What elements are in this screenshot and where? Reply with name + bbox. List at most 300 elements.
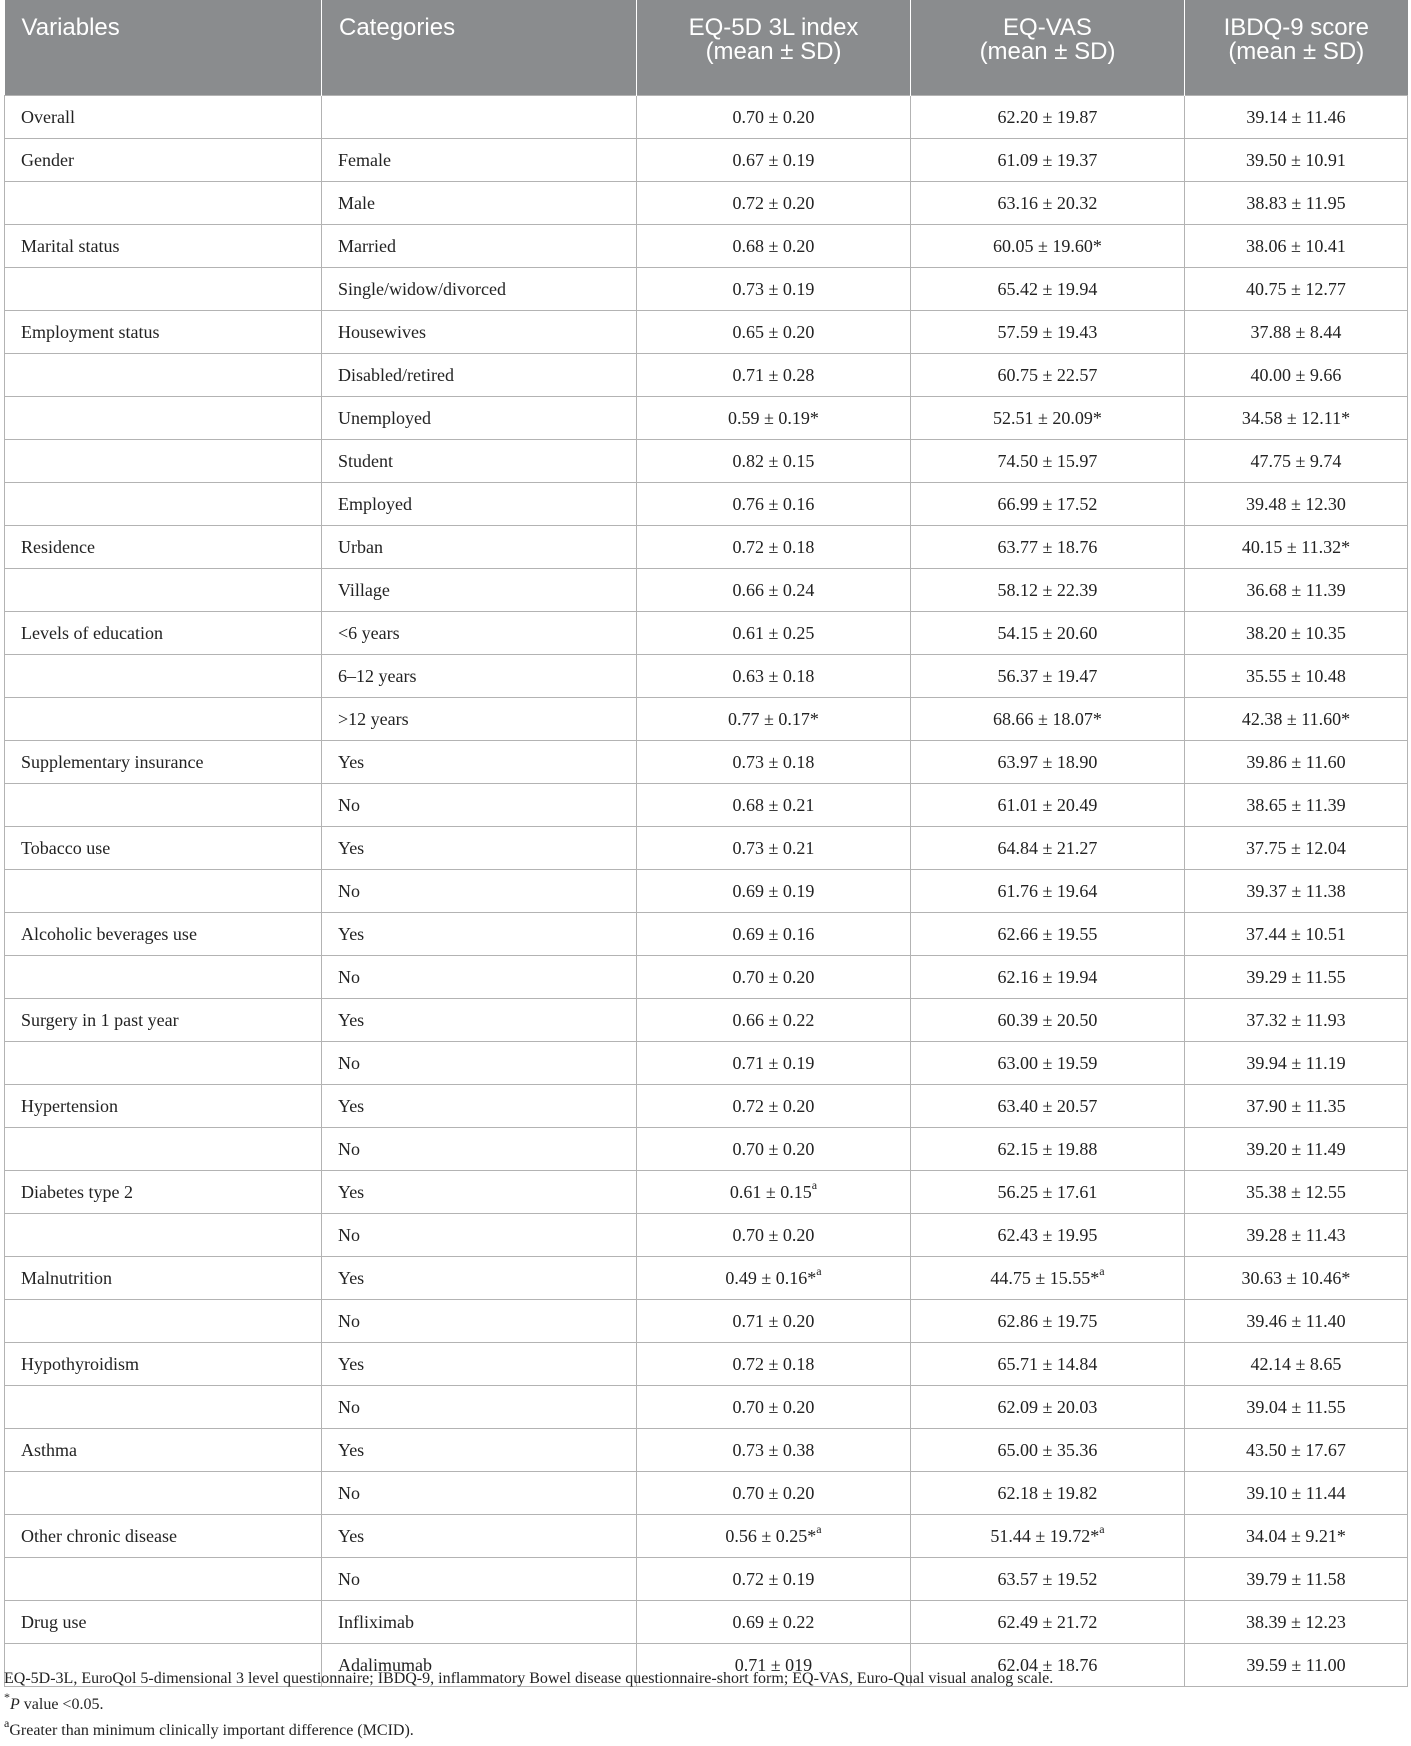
- cell-eq5d: [637, 1429, 911, 1472]
- cell-ibdq: [1185, 1429, 1408, 1472]
- cell-category-value: Yes: [338, 751, 365, 772]
- cell-eq5d: [637, 698, 911, 741]
- cell-ibdq-value: 39.59 ± 11.00: [1246, 1654, 1346, 1675]
- cell-category: [322, 354, 637, 397]
- cell-ibdq: [1185, 311, 1408, 354]
- cell-category: [322, 1386, 637, 1429]
- cell-category: [322, 1601, 637, 1644]
- cell-variable: [5, 655, 322, 698]
- cell-eq5d-sup: a: [811, 1177, 818, 1192]
- table-row: [5, 1128, 1408, 1171]
- header-eqvas: [911, 0, 1185, 96]
- cell-ibdq-value: 39.29 ± 11.55: [1246, 966, 1346, 987]
- cell-category-value: No: [338, 880, 360, 901]
- header-eq5d-line2: (mean ± SD): [705, 38, 842, 65]
- cell-eqvas-value: 62.66 ± 19.55: [997, 923, 1098, 944]
- cell-ibdq: [1185, 1128, 1408, 1171]
- cell-variable-value: Overall: [21, 106, 75, 127]
- cell-eqvas-value: 62.43 ± 19.95: [997, 1224, 1098, 1245]
- table-row: [5, 655, 1408, 698]
- cell-eq5d-value: 0.66 ± 0.24: [732, 579, 815, 600]
- table-row: [5, 1214, 1408, 1257]
- table-body: [5, 96, 1408, 1687]
- footnote-mcid-text: Greater than minimum clinically important difference (MCID).: [9, 1722, 414, 1739]
- cell-variable: [5, 870, 322, 913]
- cell-category: [322, 870, 637, 913]
- cell-ibdq-value: 38.20 ± 10.35: [1246, 622, 1346, 643]
- cell-variable: [5, 569, 322, 612]
- cell-category-value: No: [338, 794, 360, 815]
- table-row: [5, 397, 1408, 440]
- cell-eqvas: [911, 655, 1185, 698]
- cell-eqvas: [911, 999, 1185, 1042]
- cell-category-value: Urban: [338, 536, 383, 557]
- cell-eqvas: [911, 1601, 1185, 1644]
- cell-ibdq: [1185, 1386, 1408, 1429]
- cell-ibdq: [1185, 483, 1408, 526]
- cell-eq5d: [637, 182, 911, 225]
- cell-category: [322, 182, 637, 225]
- cell-eq5d-value: 0.65 ± 0.20: [732, 321, 815, 342]
- cell-ibdq: [1185, 1601, 1408, 1644]
- table-row: [5, 268, 1408, 311]
- cell-eq5d: [637, 1472, 911, 1515]
- cell-ibdq-value: 38.65 ± 11.39: [1246, 794, 1346, 815]
- cell-ibdq-value: 34.04 ± 9.21*: [1246, 1525, 1346, 1546]
- table-row: [5, 870, 1408, 913]
- cell-eq5d: [637, 913, 911, 956]
- table-row: [5, 1085, 1408, 1128]
- cell-eqvas: [911, 1085, 1185, 1128]
- cell-ibdq: [1185, 354, 1408, 397]
- cell-category-value: Yes: [338, 1095, 365, 1116]
- cell-category-value: Employed: [338, 493, 412, 514]
- cell-ibdq-value: 39.14 ± 11.46: [1246, 106, 1346, 127]
- cell-ibdq: [1185, 913, 1408, 956]
- cell-variable: [5, 999, 322, 1042]
- cell-category-value: Student: [338, 450, 394, 471]
- cell-eq5d-value: 0.72 ± 0.19: [732, 1568, 815, 1589]
- cell-variable-value: Hypothyroidism: [21, 1353, 140, 1374]
- table-row: [5, 741, 1408, 784]
- cell-eq5d-value: 0.72 ± 0.18: [732, 536, 815, 557]
- cell-variable: [5, 827, 322, 870]
- cell-ibdq-value: 39.20 ± 11.49: [1246, 1138, 1346, 1159]
- cell-ibdq: [1185, 612, 1408, 655]
- cell-eqvas-value: 63.97 ± 18.90: [997, 751, 1098, 772]
- cell-category-value: No: [338, 966, 360, 987]
- cell-eqvas: [911, 225, 1185, 268]
- cell-eqvas: [911, 96, 1185, 139]
- cell-category: [322, 1343, 637, 1386]
- cell-ibdq-value: 39.50 ± 10.91: [1246, 149, 1346, 170]
- header-eq5d: [637, 0, 911, 96]
- table-row: [5, 827, 1408, 870]
- cell-eqvas-value: 61.01 ± 20.49: [997, 794, 1098, 815]
- cell-eqvas-value: 62.04 ± 18.76: [997, 1654, 1098, 1675]
- cell-category-value: Single/widow/divorced: [338, 278, 506, 299]
- cell-category: [322, 569, 637, 612]
- cell-eqvas-value: 51.44 ± 19.72*: [990, 1525, 1100, 1546]
- cell-variable: [5, 1257, 322, 1300]
- cell-eq5d: [637, 1171, 911, 1214]
- cell-variable: [5, 225, 322, 268]
- cell-eq5d: [637, 311, 911, 354]
- cell-eqvas-value: 44.75 ± 15.55*: [990, 1267, 1100, 1288]
- cell-eqvas-value: 56.25 ± 17.61: [997, 1181, 1098, 1202]
- cell-variable: [5, 440, 322, 483]
- cell-eq5d: [637, 483, 911, 526]
- cell-eqvas-value: 65.71 ± 14.84: [997, 1353, 1098, 1374]
- cell-eq5d-value: 0.69 ± 0.16: [732, 923, 815, 944]
- cell-category: [322, 741, 637, 784]
- cell-category: [322, 1300, 637, 1343]
- cell-category-value: Male: [338, 192, 375, 213]
- cell-eqvas-value: 62.15 ± 19.88: [997, 1138, 1098, 1159]
- cell-eq5d-value: 0.70 ± 0.20: [732, 1396, 815, 1417]
- cell-ibdq-value: 39.04 ± 11.55: [1246, 1396, 1346, 1417]
- cell-variable: [5, 1429, 322, 1472]
- table-row: [5, 96, 1408, 139]
- footnote-pvalue-mark: *: [4, 1689, 10, 1704]
- footnote-mcid: [4, 1715, 1407, 1744]
- cell-category-value: Married: [338, 235, 396, 256]
- cell-variable-value: Diabetes type 2: [21, 1181, 133, 1202]
- table-row: [5, 612, 1408, 655]
- cell-variable: [5, 268, 322, 311]
- cell-category-value: No: [338, 1482, 360, 1503]
- cell-variable: [5, 311, 322, 354]
- cell-ibdq-value: 42.38 ± 11.60*: [1241, 708, 1351, 729]
- cell-ibdq-value: 35.38 ± 12.55: [1246, 1181, 1346, 1202]
- cell-eq5d-value: 0.73 ± 0.19: [732, 278, 815, 299]
- table-row: [5, 1171, 1408, 1214]
- cell-variable: [5, 182, 322, 225]
- footnote-pvalue-p: P: [10, 1696, 20, 1713]
- cell-eqvas-value: 63.57 ± 19.52: [997, 1568, 1098, 1589]
- cell-variable-value: Drug use: [21, 1611, 87, 1632]
- cell-category: [322, 1257, 637, 1300]
- cell-eq5d-value: 0.70 ± 0.20: [732, 106, 815, 127]
- table-row: [5, 526, 1408, 569]
- cell-eq5d: [637, 1128, 911, 1171]
- cell-eqvas: [911, 1042, 1185, 1085]
- cell-variable: [5, 139, 322, 182]
- cell-variable: [5, 96, 322, 139]
- cell-ibdq-value: 34.58 ± 12.11*: [1241, 407, 1351, 428]
- table-footnotes: [4, 1666, 1407, 1744]
- cell-ibdq: [1185, 182, 1408, 225]
- cell-category-value: <6 years: [338, 622, 400, 643]
- cell-eq5d-value: 0.66 ± 0.22: [732, 1009, 815, 1030]
- cell-ibdq-value: 38.83 ± 11.95: [1246, 192, 1346, 213]
- cell-category-value: >12 years: [338, 708, 409, 729]
- cell-eqvas-value: 63.16 ± 20.32: [997, 192, 1098, 213]
- cell-eqvas-value: 62.18 ± 19.82: [997, 1482, 1098, 1503]
- table-row: [5, 182, 1408, 225]
- cell-ibdq: [1185, 698, 1408, 741]
- table-row: [5, 784, 1408, 827]
- cell-variable: [5, 1343, 322, 1386]
- cell-category: [322, 655, 637, 698]
- cell-ibdq: [1185, 784, 1408, 827]
- cell-variable: [5, 784, 322, 827]
- cell-eqvas-value: 64.84 ± 21.27: [997, 837, 1098, 858]
- cell-category-value: No: [338, 1396, 360, 1417]
- cell-ibdq-value: 37.75 ± 12.04: [1246, 837, 1346, 858]
- cell-category-value: Housewives: [338, 321, 426, 342]
- cell-eqvas-value: 60.75 ± 22.57: [997, 364, 1098, 385]
- cell-eqvas-value: 68.66 ± 18.07*: [993, 708, 1102, 729]
- cell-category: [322, 956, 637, 999]
- cell-variable: [5, 1386, 322, 1429]
- cell-category-value: Village: [338, 579, 390, 600]
- cell-eqvas: [911, 1429, 1185, 1472]
- cell-ibdq-value: 37.32 ± 11.93: [1246, 1009, 1346, 1030]
- cell-eqvas-sup: a: [1099, 1263, 1105, 1278]
- cell-eqvas: [911, 1257, 1185, 1300]
- cell-eqvas-value: 62.16 ± 19.94: [997, 966, 1098, 987]
- cell-eqvas: [911, 1214, 1185, 1257]
- cell-eq5d-value: 0.69 ± 0.22: [732, 1611, 815, 1632]
- cell-ibdq: [1185, 569, 1408, 612]
- cell-ibdq-value: 39.94 ± 11.19: [1246, 1052, 1346, 1073]
- cell-ibdq-value: 39.79 ± 11.58: [1246, 1568, 1346, 1589]
- cell-eqvas-value: 66.99 ± 17.52: [997, 493, 1098, 514]
- header-categories: Categories: [322, 0, 637, 96]
- table-container: [4, 0, 1407, 1687]
- cell-ibdq: [1185, 741, 1408, 784]
- cell-ibdq-value: 37.90 ± 11.35: [1246, 1095, 1346, 1116]
- cell-eqvas-value: 62.09 ± 20.03: [997, 1396, 1098, 1417]
- cell-eqvas: [911, 870, 1185, 913]
- cell-variable: [5, 1171, 322, 1214]
- table-row: [5, 569, 1408, 612]
- cell-ibdq: [1185, 1042, 1408, 1085]
- cell-eq5d: [637, 741, 911, 784]
- cell-category: [322, 1171, 637, 1214]
- cell-ibdq-value: 39.48 ± 12.30: [1246, 493, 1346, 514]
- table-row: [5, 1429, 1408, 1472]
- cell-eqvas: [911, 956, 1185, 999]
- cell-ibdq-value: 39.37 ± 11.38: [1246, 880, 1346, 901]
- cell-variable-value: Gender: [21, 149, 74, 170]
- table-row: [5, 139, 1408, 182]
- cell-category-value: No: [338, 1052, 360, 1073]
- cell-ibdq-value: 38.06 ± 10.41: [1246, 235, 1346, 256]
- cell-eqvas-value: 60.05 ± 19.60*: [993, 235, 1102, 256]
- cell-eqvas-value: 52.51 ± 20.09*: [993, 407, 1102, 428]
- cell-eq5d: [637, 655, 911, 698]
- cell-category-value: Infliximab: [338, 1611, 414, 1632]
- cell-eq5d-value: 0.49 ± 0.16*: [725, 1267, 817, 1288]
- cell-eq5d-value: 0.61 ± 0.25: [732, 622, 815, 643]
- header-eqvas-line2: (mean ± SD): [979, 38, 1116, 65]
- cell-eqvas: [911, 612, 1185, 655]
- cell-ibdq-value: 35.55 ± 10.48: [1246, 665, 1346, 686]
- cell-eq5d: [637, 827, 911, 870]
- table-row: [5, 1042, 1408, 1085]
- cell-eq5d: [637, 397, 911, 440]
- cell-eq5d-value: 0.72 ± 0.20: [732, 1095, 815, 1116]
- cell-eqvas-value: 58.12 ± 22.39: [997, 579, 1098, 600]
- cell-category: [322, 1558, 637, 1601]
- cell-eqvas-value: 63.40 ± 20.57: [997, 1095, 1098, 1116]
- cell-variable-value: Levels of education: [21, 622, 163, 643]
- cell-category: [322, 440, 637, 483]
- cell-eq5d: [637, 526, 911, 569]
- cell-variable-value: Hypertension: [21, 1095, 118, 1116]
- footnote-abbreviations: EQ-5D-3L, EuroQol 5-dimensional 3 level questionnaire; IBDQ-9, inflammatory Bowel disease questionnaire-short form; EQ-VAS, Euro-Qual visual analog scale.: [4, 1670, 1054, 1687]
- cell-category-value: Adalimumab: [338, 1654, 432, 1675]
- cell-ibdq-value: 39.10 ± 11.44: [1246, 1482, 1346, 1503]
- cell-eqvas-value: 54.15 ± 20.60: [997, 622, 1098, 643]
- cell-category: [322, 698, 637, 741]
- cell-category: [322, 311, 637, 354]
- cell-ibdq-value: 40.15 ± 11.32*: [1241, 536, 1351, 557]
- cell-category: [322, 397, 637, 440]
- cell-eq5d-value: 0.69 ± 0.19: [732, 880, 815, 901]
- cell-category-value: No: [338, 1224, 360, 1245]
- cell-variable: [5, 397, 322, 440]
- cell-eqvas: [911, 827, 1185, 870]
- cell-category: [322, 827, 637, 870]
- cell-eq5d: [637, 354, 911, 397]
- cell-category: [322, 784, 637, 827]
- cell-variable-value: Other chronic disease: [21, 1525, 177, 1546]
- cell-eq5d: [637, 1386, 911, 1429]
- cell-eq5d: [637, 1601, 911, 1644]
- cell-eq5d-value: 0.68 ± 0.21: [732, 794, 815, 815]
- cell-category: [322, 913, 637, 956]
- cell-eqvas-value: 62.20 ± 19.87: [997, 106, 1098, 127]
- cell-category-value: No: [338, 1568, 360, 1589]
- cell-eq5d-sup: a: [816, 1521, 822, 1536]
- cell-eq5d-value: 0.73 ± 0.38: [732, 1439, 815, 1460]
- cell-eq5d-value: 0.59 ± 0.19*: [728, 407, 819, 428]
- cell-eqvas: [911, 913, 1185, 956]
- cell-variable-value: Alcoholic beverages use: [21, 923, 197, 944]
- table-row: [5, 1386, 1408, 1429]
- cell-eq5d: [637, 440, 911, 483]
- cell-ibdq: [1185, 1257, 1408, 1300]
- table-row: [5, 311, 1408, 354]
- cell-category-value: Yes: [338, 1525, 365, 1546]
- cell-ibdq: [1185, 526, 1408, 569]
- cell-category: [322, 139, 637, 182]
- cell-variable: [5, 1128, 322, 1171]
- cell-eq5d-value: 0.70 ± 0.20: [732, 1482, 815, 1503]
- cell-eqvas-value: 61.76 ± 19.64: [997, 880, 1098, 901]
- cell-eq5d: [637, 999, 911, 1042]
- cell-eqvas: [911, 1558, 1185, 1601]
- cell-eqvas-value: 63.77 ± 18.76: [997, 536, 1098, 557]
- cell-eq5d-value: 0.73 ± 0.21: [732, 837, 815, 858]
- cell-eqvas: [911, 1386, 1185, 1429]
- cell-eq5d: [637, 1042, 911, 1085]
- cell-eqvas: [911, 569, 1185, 612]
- cell-ibdq: [1185, 827, 1408, 870]
- cell-eq5d: [637, 612, 911, 655]
- cell-category: [322, 268, 637, 311]
- cell-eqvas: [911, 1472, 1185, 1515]
- cell-ibdq: [1185, 397, 1408, 440]
- cell-eq5d: [637, 1558, 911, 1601]
- cell-variable: [5, 698, 322, 741]
- cell-eq5d-value: 0.70 ± 0.20: [732, 1138, 815, 1159]
- cell-ibdq-value: 36.68 ± 11.39: [1246, 579, 1346, 600]
- header-ibdq-line1: IBDQ-9 score: [1223, 14, 1369, 41]
- cell-ibdq: [1185, 956, 1408, 999]
- cell-eq5d-value: 0.71 ± 019: [734, 1654, 813, 1675]
- cell-eqvas: [911, 182, 1185, 225]
- cell-variable-value: Employment status: [21, 321, 160, 342]
- table-row: [5, 354, 1408, 397]
- header-variables: Variables: [5, 0, 322, 96]
- cell-category-value: No: [338, 1138, 360, 1159]
- cell-eq5d: [637, 569, 911, 612]
- cell-eq5d-value: 0.61 ± 0.15: [729, 1181, 812, 1202]
- cell-eqvas-value: 62.49 ± 21.72: [997, 1611, 1098, 1632]
- cell-category: [322, 1515, 637, 1558]
- cell-ibdq-value: 43.50 ± 17.67: [1246, 1439, 1346, 1460]
- cell-eqvas-value: 60.39 ± 20.50: [997, 1009, 1098, 1030]
- cell-eqvas: [911, 139, 1185, 182]
- cell-eq5d-value: 0.73 ± 0.18: [732, 751, 815, 772]
- table-row: [5, 1601, 1408, 1644]
- cell-category: [322, 1429, 637, 1472]
- table-row: [5, 1558, 1408, 1601]
- cell-eq5d-value: 0.72 ± 0.18: [732, 1353, 815, 1374]
- cell-eq5d-value: 0.56 ± 0.25*: [725, 1525, 817, 1546]
- table-row: [5, 1257, 1408, 1300]
- cell-variable-value: Supplementary insurance: [21, 751, 204, 772]
- cell-ibdq: [1185, 999, 1408, 1042]
- cell-category: [322, 483, 637, 526]
- cell-variable: [5, 1472, 322, 1515]
- table-row: [5, 956, 1408, 999]
- results-table: [4, 0, 1408, 1687]
- cell-ibdq-value: 40.75 ± 12.77: [1246, 278, 1346, 299]
- cell-eq5d: [637, 1343, 911, 1386]
- cell-eqvas: [911, 268, 1185, 311]
- cell-eqvas: [911, 741, 1185, 784]
- cell-category-value: Yes: [338, 1009, 365, 1030]
- header-eqvas-line1: EQ-VAS: [1003, 14, 1092, 41]
- cell-eqvas: [911, 526, 1185, 569]
- cell-ibdq: [1185, 139, 1408, 182]
- cell-category: [322, 526, 637, 569]
- table-row: [5, 1300, 1408, 1343]
- cell-eq5d-value: 0.67 ± 0.19: [732, 149, 815, 170]
- cell-category: [322, 1042, 637, 1085]
- header-ibdq-line2: (mean ± SD): [1228, 38, 1365, 65]
- cell-eq5d-value: 0.76 ± 0.16: [732, 493, 815, 514]
- cell-ibdq: [1185, 1558, 1408, 1601]
- cell-variable: [5, 1601, 322, 1644]
- cell-variable: [5, 956, 322, 999]
- cell-eqvas: [911, 354, 1185, 397]
- cell-ibdq: [1185, 1472, 1408, 1515]
- cell-eq5d-value: 0.63 ± 0.18: [732, 665, 815, 686]
- cell-ibdq: [1185, 268, 1408, 311]
- cell-ibdq-value: 39.28 ± 11.43: [1246, 1224, 1346, 1245]
- cell-variable: [5, 612, 322, 655]
- cell-ibdq-value: 47.75 ± 9.74: [1250, 450, 1342, 471]
- cell-eqvas-value: 62.86 ± 19.75: [997, 1310, 1098, 1331]
- table-row: [5, 913, 1408, 956]
- cell-category-value: No: [338, 1310, 360, 1331]
